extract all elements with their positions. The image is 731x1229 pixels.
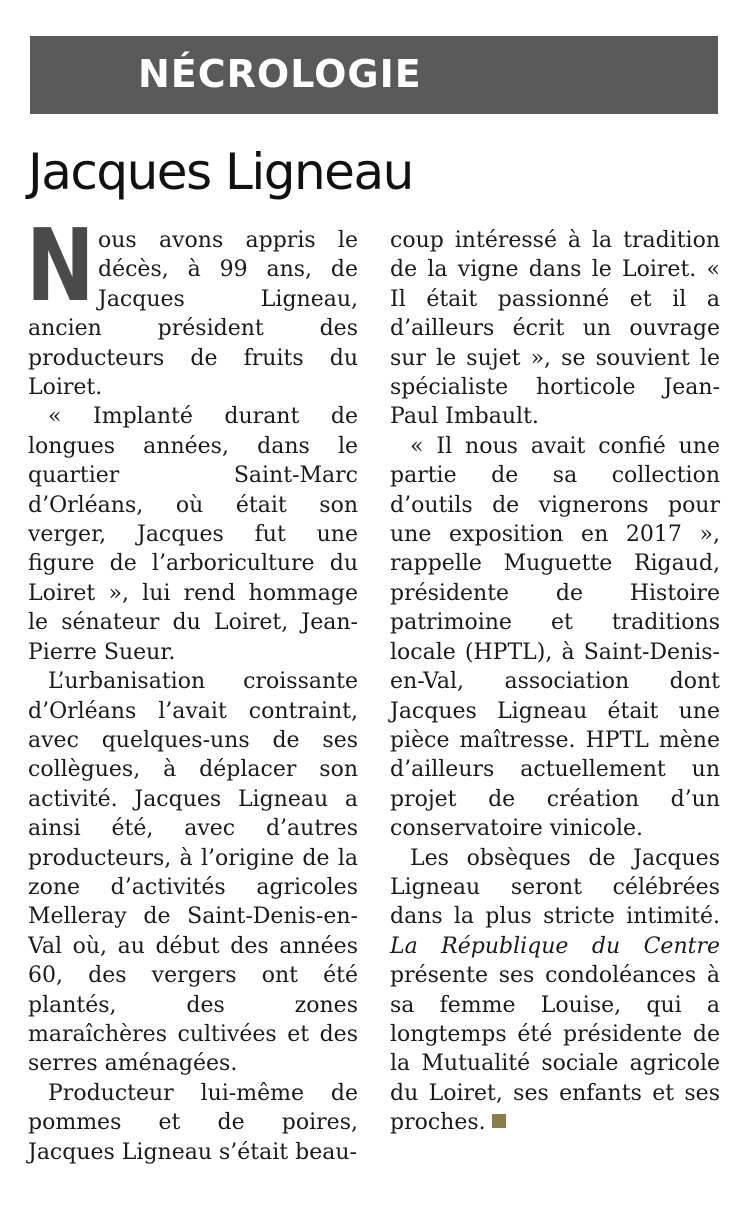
end-of-article-square-icon [492,1114,506,1128]
paragraph-6-text-a: Les obsèques de Jacques Ligneau seront célébrées dans la plus stricte intimité. [390,845,720,930]
section-label: NÉCROLOGIE [138,52,422,96]
paragraph-1-text: ous avons appris le décès, à 99 ans, de Jacques Ligneau, ancien président des producteurs de fruits du Loiret. [28,228,358,401]
newspaper-name: La République du Centre [390,933,720,959]
paragraph-6 [390,844,720,1138]
paragraph-4-end: coup intéressé à la tradition de la vigne dans le Loiret. « Il était passionné et il a d’ailleurs écrit un ouvrage sur le sujet », se souvient le spécialiste horticole Jean-Paul Imbault. [390,228,720,430]
article-column-right [390,226,720,1138]
paragraph-1 [26,207,358,402]
article-headline: Jacques Ligneau [28,143,413,201]
article-column-left [26,207,358,1167]
drop-cap: N [26,207,95,324]
paragraph-5: « Il nous avait confié une partie de sa collection d’outils de vignerons pour une exposition en 2017 », rappelle Muguette Rigaud, présidente de Histoire patrimoine et traditions locale (HPTL), à Saint-Denis-en-Val, association dont Jacques Ligneau était une pièce maîtresse. HPTL mène d’ailleurs actuellement un projet de création d’un conservatoire vinicole. [390,433,720,842]
paragraph-6-text-b: présente ses condoléances à sa femme Louise, qui a longtemps été présidente de la Mutualité sociale agricole du Loiret, ses enfants et ses proches. [390,963,720,1136]
paragraph-2: « Implanté durant de longues années, dans le quartier Saint-Marc d’Orléans, où était son verger, Jacques fut une figure de l’arboriculture du Loiret », lui rend hommage le sénateur du Loiret, Jean-Pierre Sueur. [28,404,358,665]
paragraph-4-start: Producteur lui-même de pommes et de poires, Jacques Ligneau s’était beau- [28,1080,358,1165]
paragraph-3: L’urbanisation croissante d’Orléans l’avait contraint, avec quelques-uns de ses collègues, à déplacer son activité. Jacques Ligneau a ainsi été, avec d’autres producteurs, à l’origine de la zone d’activités agricoles Melleray de Saint-Denis-en-Val où, au début des années 60, des vergers ont été plantés, des zones maraîchères cultivées et des serres aménagées. [28,669,358,1077]
section-banner [30,36,718,114]
